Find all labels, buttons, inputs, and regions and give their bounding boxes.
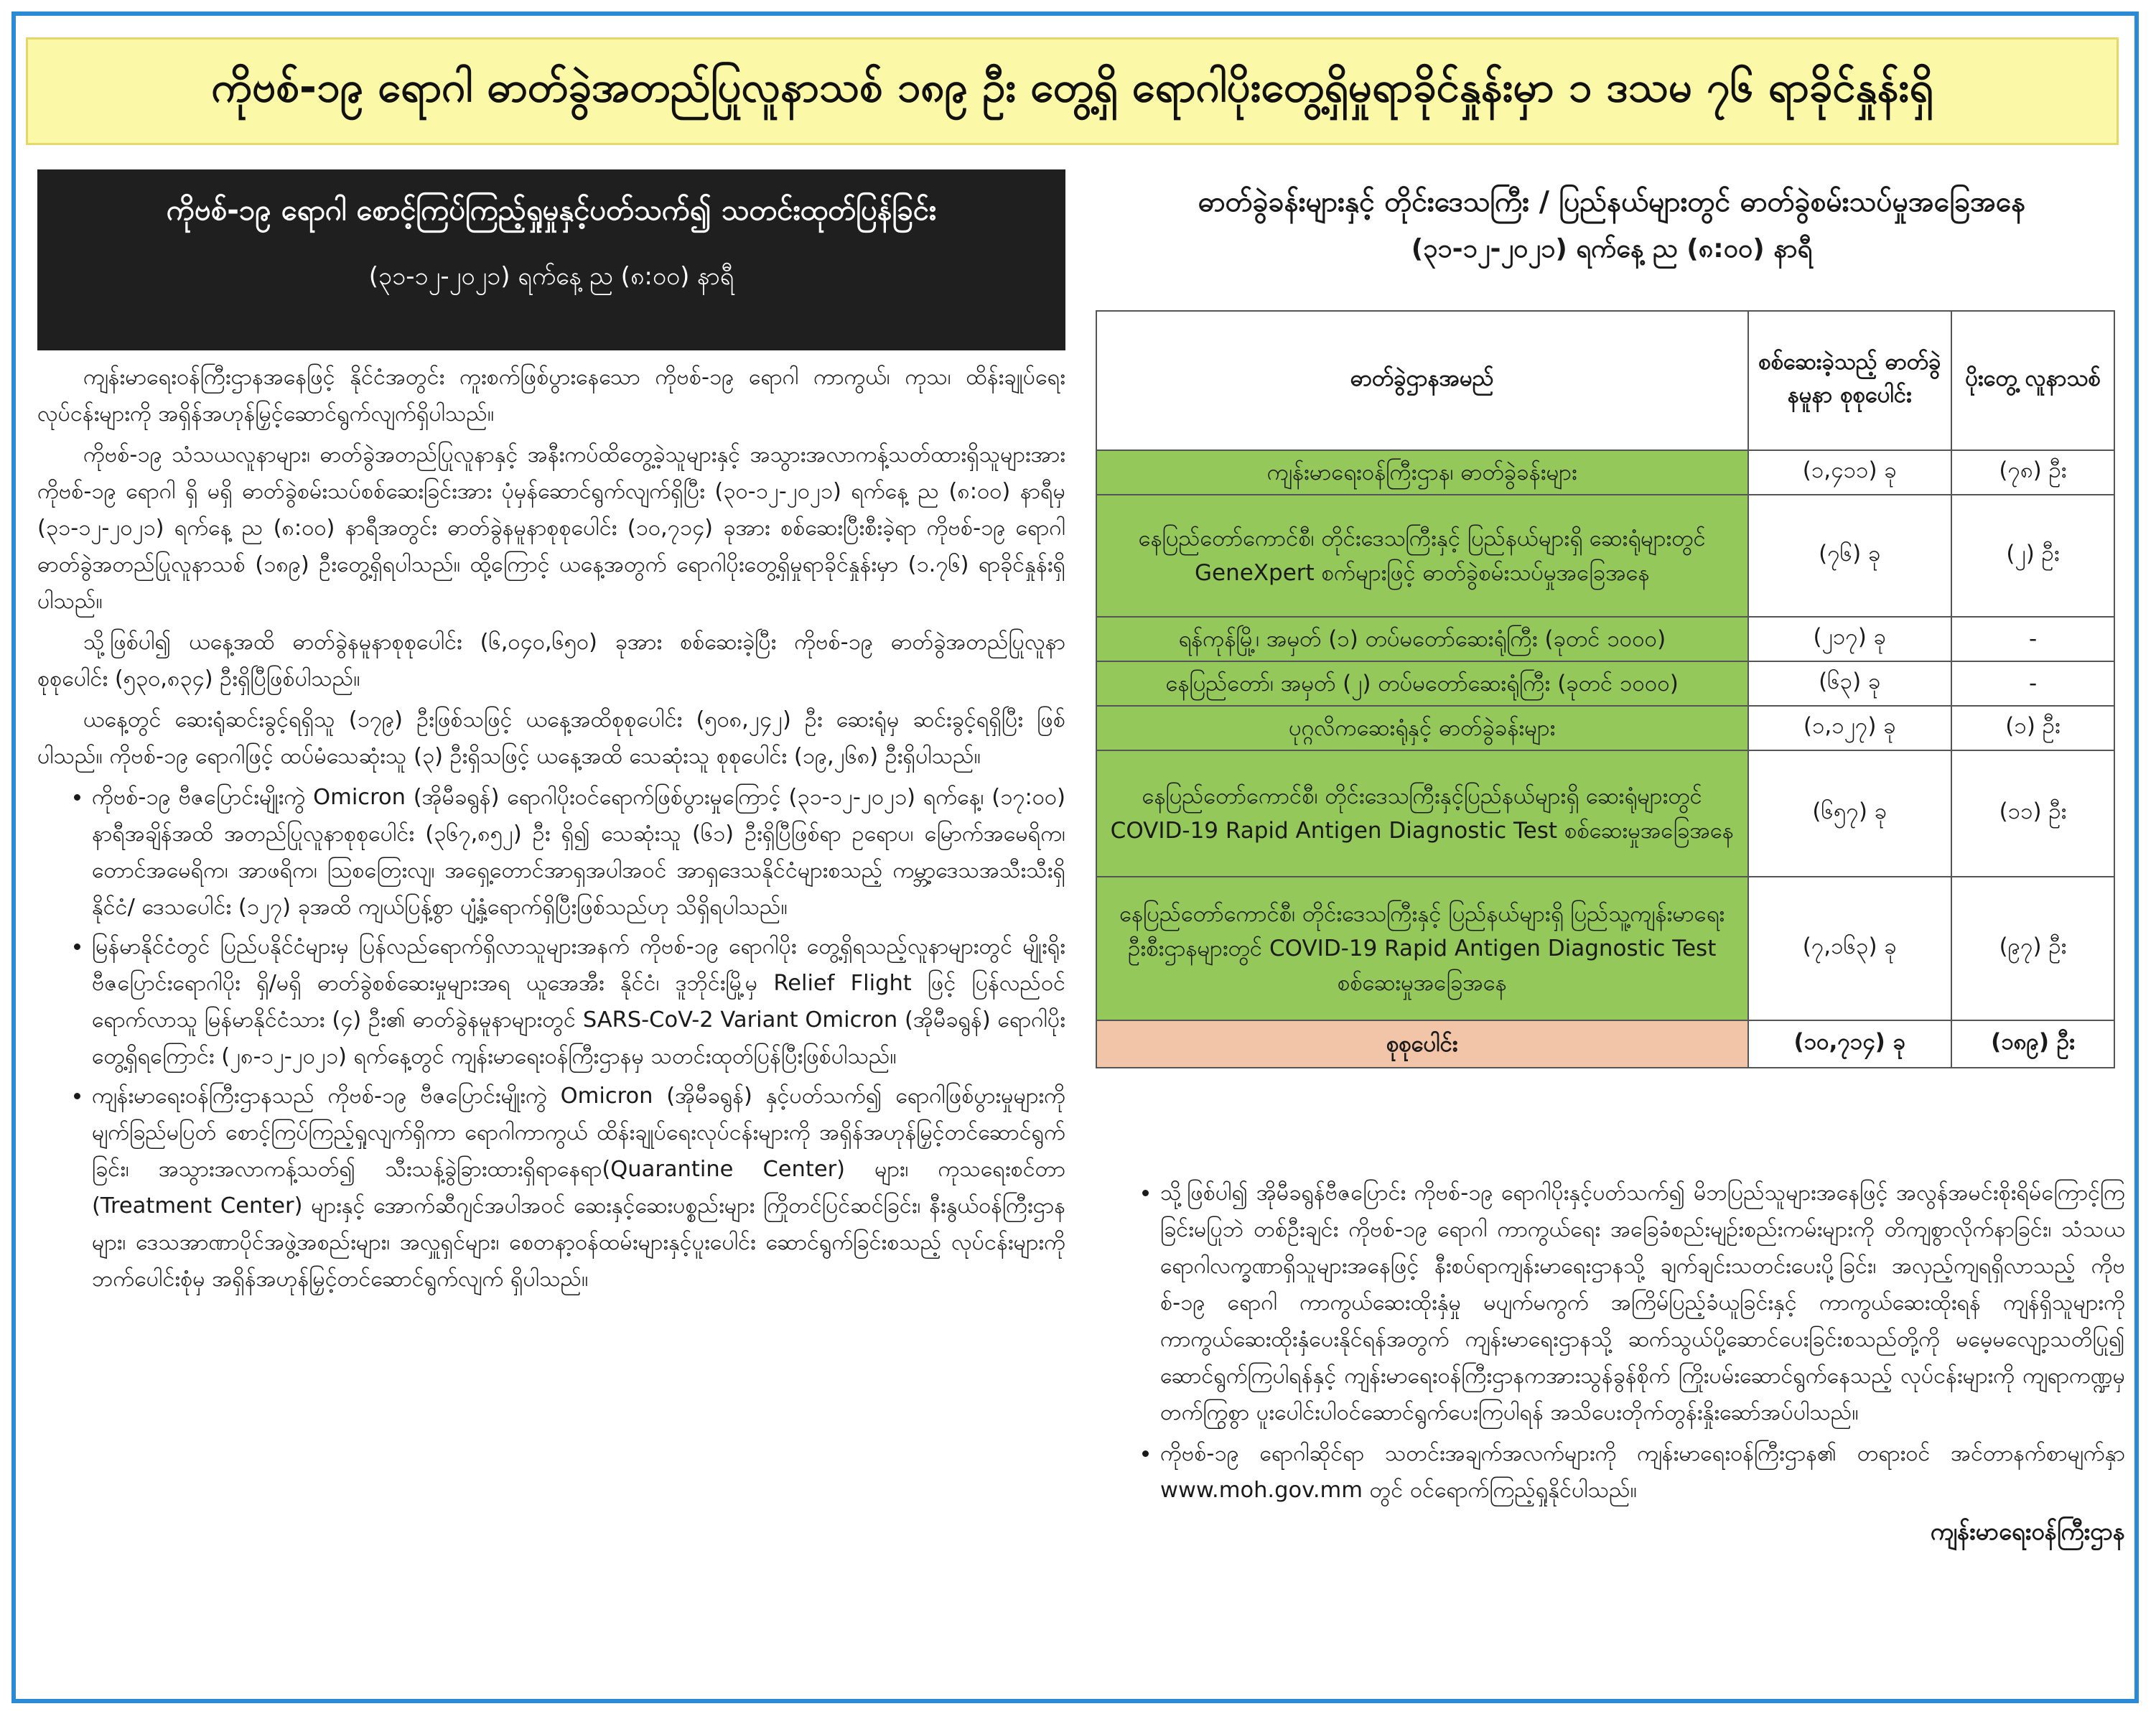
table-row: [1096, 661, 2114, 706]
positive-cell: -: [1951, 661, 2114, 706]
col-header-lab: ဓာတ်ခွဲဌာနအမည်: [1096, 311, 1748, 450]
positive-cell: (၉၇) ဦး: [1951, 877, 2114, 1020]
samples-cell: (၇၆) ခု: [1748, 495, 1952, 617]
table-total-row: [1096, 1020, 2114, 1068]
right-section-header: [1106, 180, 2118, 270]
samples-cell: (၁,၄၁၁) ခု: [1748, 450, 1952, 495]
lab-name-cell: နေပြည်တော်၊ အမှတ် (၂) တပ်မတော်ဆေးရုံကြီး (ခုတင် ၁၀၀၀): [1096, 661, 1748, 706]
col-header-positive: ပိုးတွေ့ လူနာသစ်: [1951, 311, 2114, 450]
samples-cell: (၂၁၇) ခု: [1748, 617, 1952, 661]
right-bullet-list: [1106, 1175, 2125, 1509]
positive-cell: (၂) ဦး: [1951, 495, 2114, 617]
table-row: [1096, 495, 2114, 617]
paragraph: ကိုဗစ်-၁၉ သံသယလူနာများ၊ ဓာတ်ခွဲအတည်ပြုလူနာနှင့် အနီးကပ်ထိတွေ့ခဲ့သူများနှင့် အသွားအလာကန့်သတ်ထားရှိသူများအား ကိုဗစ်-၁၉ ရောဂါ ရှိ မရှိ ဓာတ်ခွဲစမ်းသပ်စစ်ဆေးခြင်းအား ပုံမှန်ဆောင်ရွက်လျက်ရှိပြီး (၃၀-၁၂-၂၀၂၁) ရက်နေ့ ည (၈:၀၀) နာရီမှ (၃၁-၁၂-၂၀၂၁) ရက်နေ့ ည (၈:၀၀) နာရီအတွင်း ဓာတ်ခွဲနမူနာစုစုပေါင်း (၁၀,၇၁၄) ခုအား စစ်ဆေးပြီးစီးခဲ့ရာ ကိုဗစ်-၁၉ ရောဂါ ဓာတ်ခွဲအတည်ပြုလူနာသစ် (၁၈၉) ဦးတွေ့ရှိရပါသည်။ ထို့ကြောင့် ယနေ့အတွက် ရောဂါပိုးတွေ့ရှိမှုရာခိုင်နှုန်းမှာ (၁.၇၆) ရာခိုင်နှုန်းရှိပါသည်။: [37, 442, 1065, 614]
issuer-signature: ကျန်းမာရေးဝန်ကြီးဌာန: [1930, 1517, 2125, 1545]
lab-name-cell: ရန်ကုန်မြို့၊ အမှတ် (၁) တပ်မတော်ဆေးရုံကြီး (ခုတင် ၁၀၀၀): [1096, 617, 1748, 661]
samples-cell: (၆၅၇) ခု: [1748, 750, 1952, 877]
total-samples-cell: (၁၀,၇၁၄) ခု: [1748, 1020, 1952, 1068]
right-section-date: (၃၁-၁၂-၂၀၂၁) ရက်နေ့ ည (၈:၀၀) နာရီ: [1411, 234, 1813, 264]
table-row: [1096, 617, 2114, 661]
table-row: [1096, 877, 2114, 1020]
left-section-date: (၃၁-၁၂-၂၀၂၁) ရက်နေ့ ည (၈:၀၀) နာရီ: [368, 262, 734, 291]
headline-banner: [26, 37, 2119, 145]
paragraph: သို့ဖြစ်ပါ၍ ယနေ့အထိ ဓာတ်ခွဲနမူနာစုစုပေါင်း (၆,၀၄၀,၆၅၀) ခုအား စစ်ဆေးခဲ့ပြီး ကိုဗစ်-၁၉ ဓာတ်ခွဲအတည်ပြုလူနာ စုစုပေါင်း (၅၃၀,၈၃၄) ဦးရှိပြီဖြစ်ပါသည်။: [37, 630, 1065, 691]
samples-cell: (၁,၁၂၇) ခု: [1748, 706, 1952, 750]
lab-name-cell: ပုဂ္ဂလိကဆေးရုံနှင့် ဓာတ်ခွဲခန်းများ: [1096, 706, 1748, 750]
bullet-item: • ကျန်းမာရေးဝန်ကြီးဌာနသည် ကိုဗစ်-၁၉ ဗီဇပြောင်းမျိုးကွဲ Omicron (အိုမီခရွန်) နှင့်ပတ်သက်၍ ရောဂါဖြစ်ပွားမှုများကို မျက်ခြည်မပြတ် စောင့်ကြပ်ကြည့်ရှုလျက်ရှိကာ ရောဂါကာကွယ် ထိန်းချုပ်ရေးလုပ်ငန်းများကို အရှိန်အဟုန်မြှင့်တင်ဆောင်ရွက်ခြင်း၊ အသွားအလာကန့်သတ်၍ သီးသန့်ခွဲခြားထားရှိရာနေရာ(Quarantine Center) များ၊ ကုသရေးစင်တာ (Treatment Center) များနှင့် အောက်ဆီဂျင်အပါအဝင် ဆေးနှင့်ဆေးပစ္စည်းများ ကြိုတင်ပြင်ဆင်ခြင်း၊ နီးနွယ်ဝန်ကြီးဌာနများ၊ ဒေသအာဏာပိုင်အဖွဲ့အစည်းများ၊ အလှူရှင်များ၊ စေတနာ့ဝန်ထမ်းများနှင့်ပူးပေါင်း ဆောင်ရွက်ခြင်းစသည့် လုပ်ငန်းများကို ဘက်ပေါင်းစုံမှ အရှိန်အဟုန်မြှင့်တင်ဆောင်ရွက်လျက် ရှိပါသည်။: [92, 1078, 1065, 1298]
table-row: [1096, 706, 2114, 750]
samples-cell: (၆၃) ခု: [1748, 661, 1952, 706]
positive-cell: (၁) ဦး: [1951, 706, 2114, 750]
lab-name-cell: နေပြည်တော်ကောင်စီ၊ တိုင်းဒေသကြီးနှင့် ပြည်နယ်များရှိ ပြည်သူ့ကျန်းမာရေးဦးစီးဌာနများတွင် COVID-19 Rapid Antigen Diagnostic Test စစ်ဆေးမှုအခြေအနေ: [1096, 877, 1748, 1020]
total-positive-cell: (၁၈၉) ဦး: [1951, 1020, 2114, 1068]
lab-name-cell: နေပြည်တော်ကောင်စီ၊ တိုင်းဒေသကြီးနှင့်ပြည်နယ်များရှိ ဆေးရုံများတွင် COVID-19 Rapid Antigen Diagnostic Test စစ်ဆေးမှုအခြေအနေ: [1096, 750, 1748, 877]
lab-name-cell: ကျန်းမာရေးဝန်ကြီးဌာန၊ ဓာတ်ခွဲခန်းများ: [1096, 450, 1748, 495]
paragraph: ကျန်းမာရေးဝန်ကြီးဌာနအနေဖြင့် နိုင်ငံအတွင်း ကူးစက်ဖြစ်ပွားနေသော ကိုဗစ်-၁၉ ရောဂါ ကာကွယ်၊ ကုသ၊ ထိန်းချုပ်ရေးလုပ်ငန်းများကို အရှိန်အဟုန်မြှင့်ဆောင်ရွက်လျက်ရှိပါသည်။: [37, 365, 1065, 427]
table-row: [1096, 750, 2114, 877]
right-notes: [1106, 1175, 2125, 1692]
left-article-body: [37, 359, 1065, 1695]
left-section-header: [37, 169, 1065, 350]
bullet-item: • ကိုဗစ်-၁၉ ရောဂါဆိုင်ရာ သတင်းအချက်အလက်များကို ကျန်းမာရေးဝန်ကြီးဌာန၏ တရားဝင် အင်တာနက်စာမျက်နှာ www.moh.gov.mm တွင် ဝင်ရောက်ကြည့်ရှုနိုင်ပါသည်။: [1160, 1435, 2125, 1509]
headline-text: ကိုဗစ်-၁၉ ရောဂါ ဓာတ်ခွဲအတည်ပြုလူနာသစ် ၁၈၉ ဦး တွေ့ရှိ ရောဂါပိုးတွေ့ရှိမှုရာခိုင်နှုန်းမှာ ၁ ဒသမ ၇၆ ရာခိုင်နှုန်းရှိ: [211, 62, 1933, 111]
lab-name-cell: နေပြည်တော်ကောင်စီ၊ တိုင်းဒေသကြီးနှင့် ပြည်နယ်များရှိ ဆေးရုံများတွင် GeneXpert စက်များဖြင့် ဓာတ်ခွဲစမ်းသပ်မှုအခြေအနေ: [1096, 495, 1748, 617]
table-header-row: [1096, 311, 2114, 450]
table-row: [1096, 450, 2114, 495]
left-bullet-list: [37, 779, 1065, 1298]
paragraph: ယနေ့တွင် ဆေးရုံဆင်းခွင့်ရရှိသူ (၁၇၉) ဦးဖြစ်သဖြင့် ယနေ့အထိစုစုပေါင်း (၅၀၈,၂၄၂) ဦး ဆေးရုံမှ ဆင်းခွင့်ရရှိပြီး ဖြစ်ပါသည်။ ကိုဗစ်-၁၉ ရောဂါဖြင့် ထပ်မံသေဆုံးသူ (၃) ဦးရှိသဖြင့် ယနေ့အထိ သေဆုံးသူ စုစုပေါင်း (၁၉,၂၆၈) ဦးရှိပါသည်။: [37, 707, 1065, 769]
col-header-samples: စစ်ဆေးခဲ့သည့် ဓာတ်ခွဲနမူနာ စုစုပေါင်း: [1748, 311, 1952, 450]
bullet-item: • သို့ဖြစ်ပါ၍ အိုမီခရွန်ဗီဇပြောင်း ကိုဗစ်-၁၉ ရောဂါပိုးနှင့်ပတ်သက်၍ မိဘပြည်သူများအနေဖြင့် အလွန်အမင်းစိုးရိမ်ကြောင့်ကြခြင်းမပြုဘဲ တစ်ဦးချင်း ကိုဗစ်-၁၉ ရောဂါ ကာကွယ်ရေး အခြေခံစည်းမျဉ်းစည်းကမ်းများကို တိကျစွာလိုက်နာခြင်း၊ သံသယရောဂါလက္ခဏာရှိသူများအနေဖြင့် နီးစပ်ရာကျန်းမာရေးဌာနသို့ ချက်ချင်းသတင်းပေးပို့ခြင်း၊ အလှည့်ကျရရှိလာသည့် ကိုဗစ်-၁၉ ရောဂါ ကာကွယ်ဆေးထိုးနှံမှု မပျက်မကွက် အကြိမ်ပြည့်ခံယူခြင်းနှင့် ကာကွယ်ဆေးထိုးရန် ကျန်ရှိသူများကို ကာကွယ်ဆေးထိုးနှံပေးနိုင်ရန်အတွက် ကျန်းမာရေးဌာနသို့ ဆက်သွယ်ပို့ဆောင်ပေးခြင်းစသည်တို့ကို မမေ့မလျော့သတိပြု၍ ဆောင်ရွက်ကြပါရန်နှင့် ကျန်းမာရေးဝန်ကြီးဌာနကအားသွန်ခွန်စိုက် ကြိုးပမ်းဆောင်ရွက်နေသည့် လုပ်ငန်းများကို ကျရာကဏ္ဍမှ တက်ကြွစွာ ပူးပေါင်းပါဝင်ဆောင်ရွက်ပေးကြပါရန် အသိပေးတိုက်တွန်းနှိုးဆော်အပ်ပါသည်။: [1160, 1175, 2125, 1431]
positive-cell: -: [1951, 617, 2114, 661]
positive-cell: (၇၈) ဦး: [1951, 450, 2114, 495]
bullet-item: • မြန်မာနိုင်ငံတွင် ပြည်ပနိုင်ငံများမှ ပြန်လည်ရောက်ရှိလာသူများအနက် ကိုဗစ်-၁၉ ရောဂါပိုး တွေ့ရှိရသည့်လူနာများတွင် မျိုးရိုးဗီဇပြောင်းရောဂါပိုး ရှိ/မရှိ ဓာတ်ခွဲစစ်ဆေးမှုများအရ ယူအေအီး နိုင်ငံ၊ ဒူဘိုင်းမြို့မှ Relief Flight ဖြင့် ပြန်လည်ဝင်ရောက်လာသူ မြန်မာနိုင်ငံသား (၄) ဦး၏ ဓာတ်ခွဲနမူနာများတွင် SARS-CoV-2 Variant Omicron (အိုမီခရွန်) ရောဂါပိုး တွေ့ရှိရကြောင်း (၂၈-၁၂-၂၀၂၁) ရက်နေ့တွင် ကျန်းမာရေးဝန်ကြီးဌာနမှ သတင်းထုတ်ပြန်ပြီးဖြစ်ပါသည်။: [92, 928, 1065, 1075]
bullet-item: • ကိုဗစ်-၁၉ ဗီဇပြောင်းမျိုးကွဲ Omicron (အိုမီခရွန်) ရောဂါပိုးဝင်ရောက်ဖြစ်ပွားမှုကြောင့် (၃၁-၁၂-၂၀၂၁) ရက်နေ့၊ (၁၇:၀၀) နာရီအချိန်အထိ အတည်ပြုလူနာစုစုပေါင်း (၃၆၇,၈၅၂) ဦး ရှိ၍ သေဆုံးသူ (၆၁) ဦးရှိပြီဖြစ်ရာ ဥရောပ၊ မြောက်အမေရိက၊ တောင်အမေရိက၊ အာဖရိက၊ ဩစတြေးလျ၊ အရှေ့တောင်အာရှအပါအဝင် အာရှဒေသနိုင်ငံများစသည့် ကမ္ဘာ့ဒေသအသီးသီးရှိ နိုင်ငံ/ ဒေသပေါင်း (၁၂၇) ခုအထိ ကျယ်ပြန့်စွာ ပျံ့နှံ့ရောက်ရှိပြီးဖြစ်သည်ဟု သိရှိရပါသည်။: [92, 779, 1065, 926]
lab-testing-table: [1096, 310, 2115, 1068]
right-section-title: ဓာတ်ခွဲခန်းများနှင့် တိုင်းဒေသကြီး / ပြည်နယ်များတွင် ဓာတ်ခွဲစမ်းသပ်မှုအခြေအနေ: [1198, 186, 2026, 218]
total-label-cell: စုစုပေါင်း: [1096, 1020, 1748, 1068]
samples-cell: (၇,၁၆၃) ခု: [1748, 877, 1952, 1020]
positive-cell: (၁၁) ဦး: [1951, 750, 2114, 877]
left-section-title: ကိုဗစ်-၁၉ ရောဂါ စောင့်ကြပ်ကြည့်ရှုမှုနှင့်ပတ်သက်၍ သတင်းထုတ်ပြန်ခြင်း: [166, 194, 937, 227]
